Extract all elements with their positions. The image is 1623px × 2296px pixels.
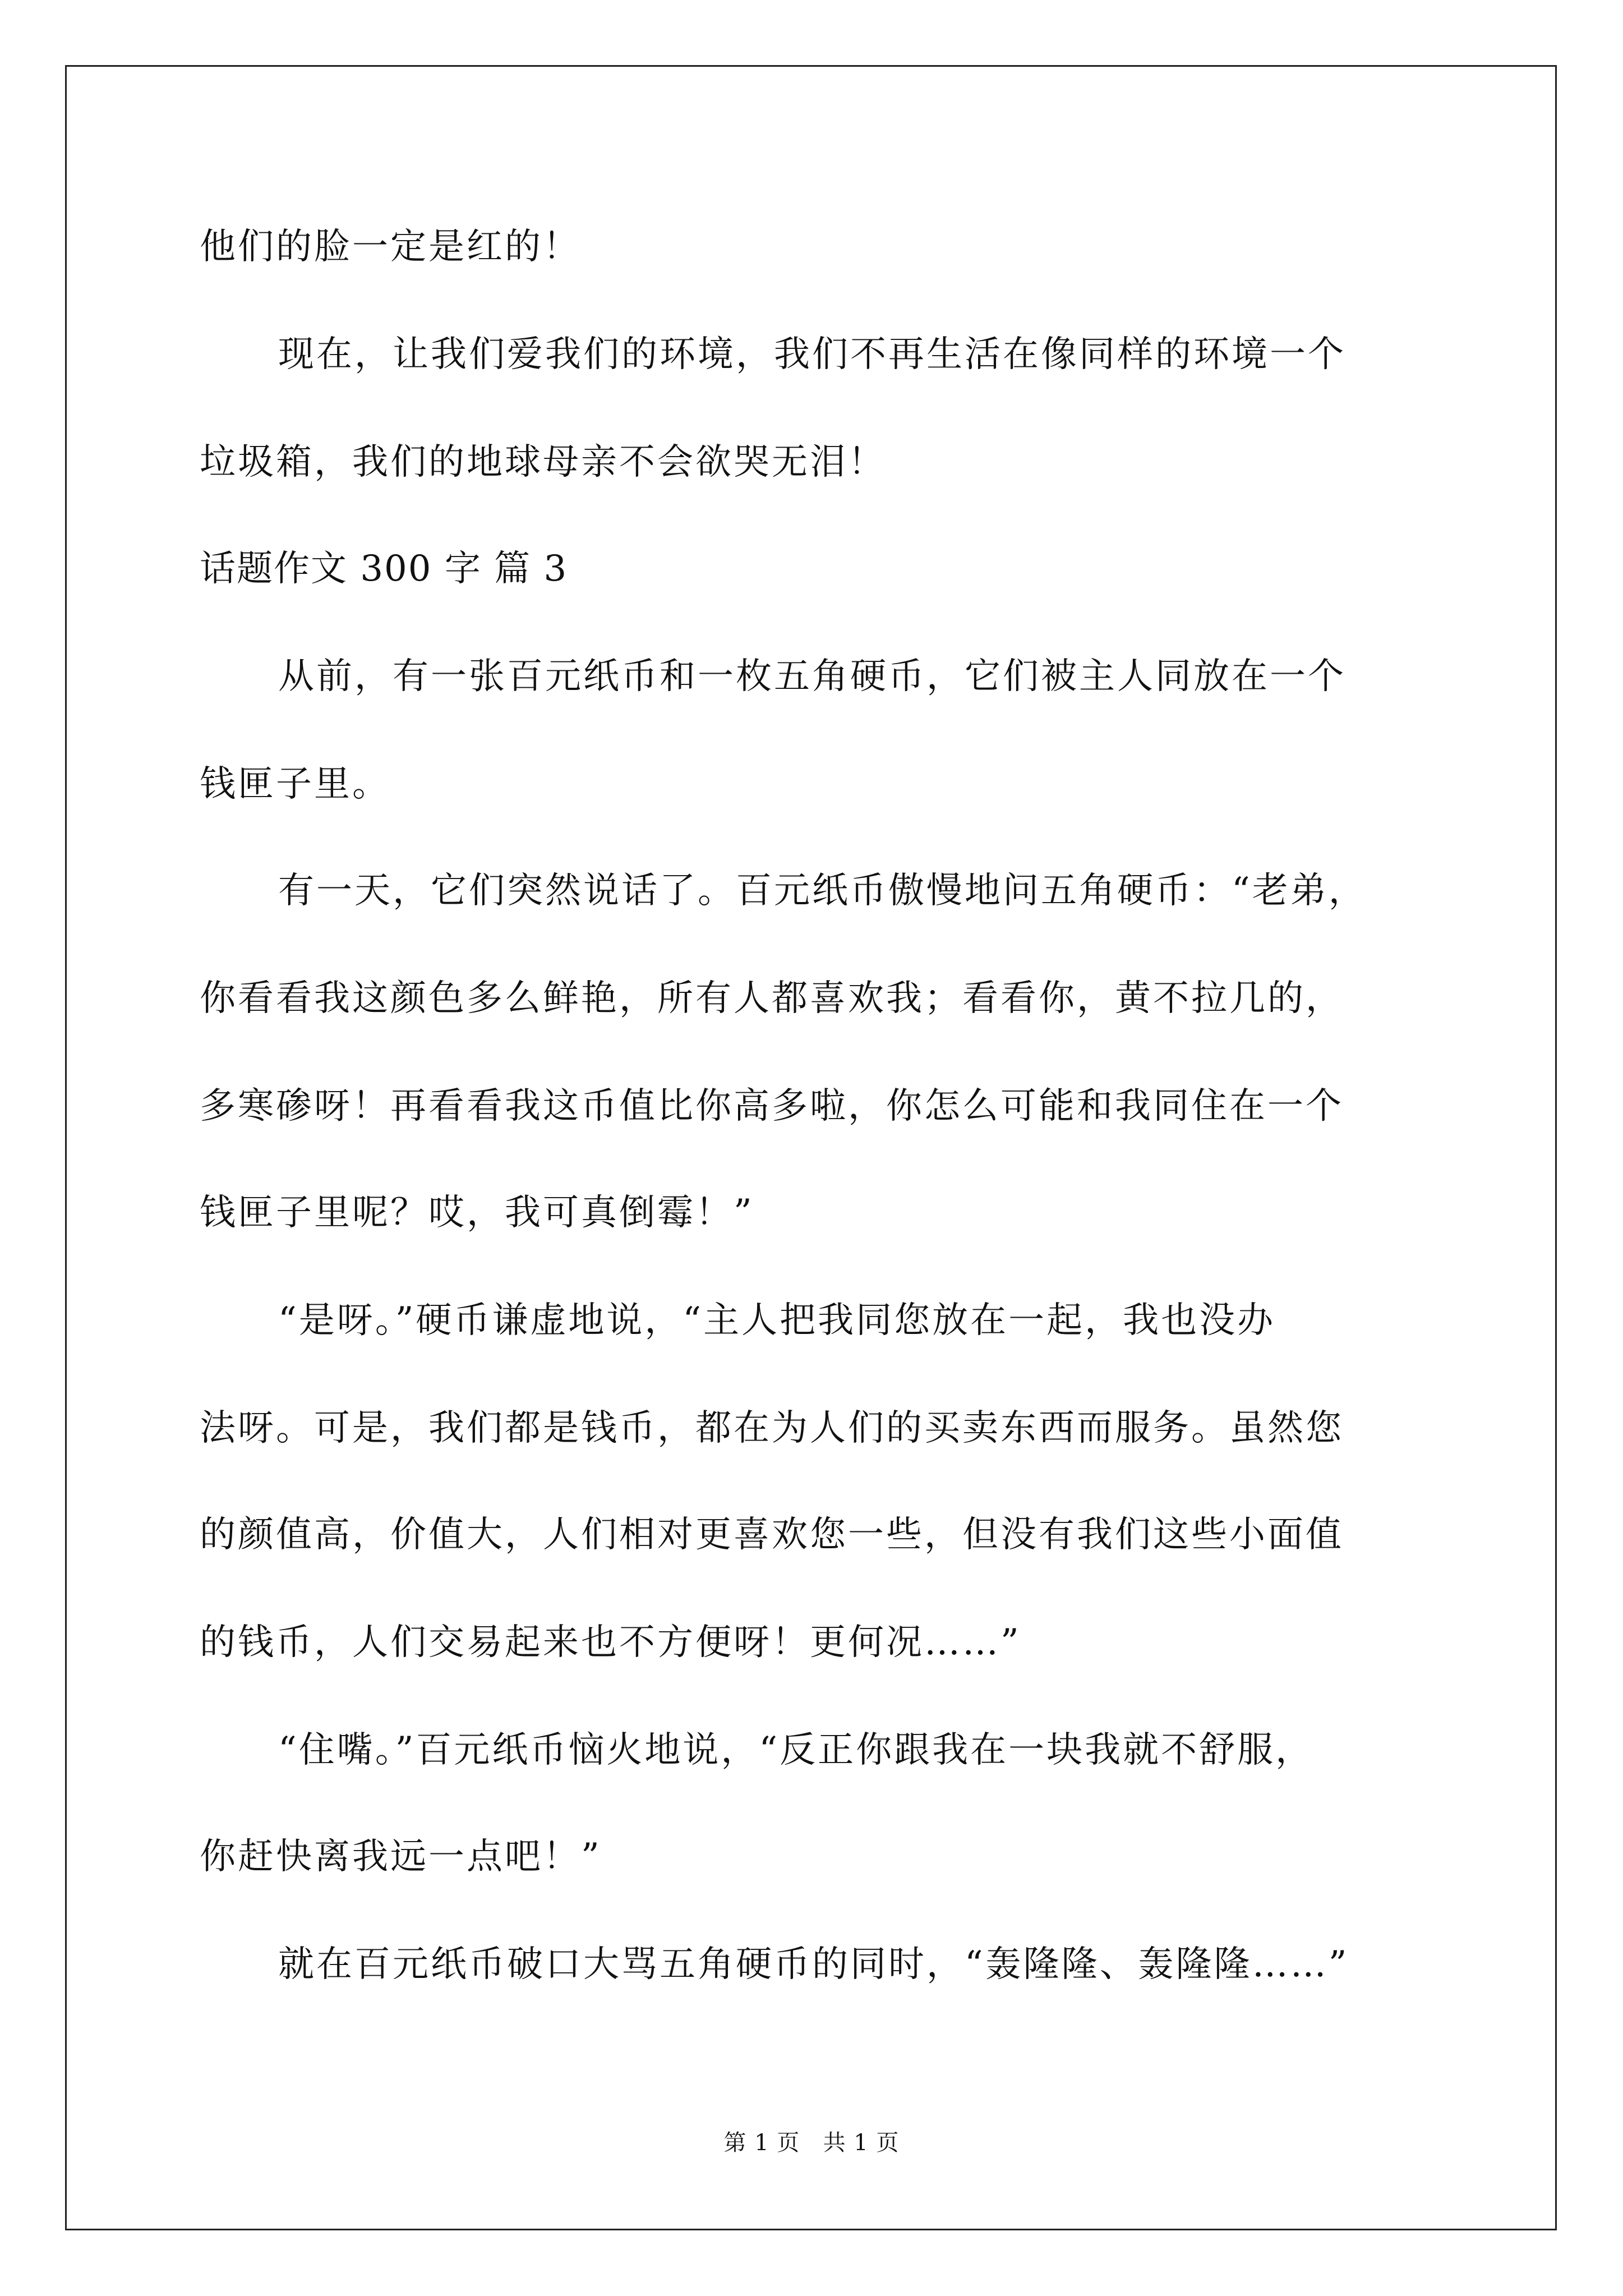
text-line: 钱匣子里呢？哎，我可真倒霉！” xyxy=(200,1192,754,1234)
text-line: 法呀。可是，我们都是钱币，都在为人们的买卖东西而服务。虽然您 xyxy=(200,1407,1344,1449)
text-line: 的颜值高，价值大，人们相对更喜欢您一些，但没有我们这些小面值 xyxy=(200,1514,1344,1556)
text-line: 钱匣子里。 xyxy=(200,763,390,805)
paragraph-line: “住嘴。”百元纸币恼火地说，“反正你跟我在一块我就不舒服， xyxy=(278,1729,1314,1771)
paragraph-line: 现在，让我们爱我们的环境，我们不再生活在像同样的环境一个 xyxy=(278,334,1346,375)
text-line: 他们的脸一定是红的！ xyxy=(200,226,581,268)
section-heading: 话题作文 300 字 篇 3 xyxy=(200,548,568,590)
paragraph-line: 就在百元纸币破口大骂五角硬币的同时，“轰隆隆、轰隆隆……” xyxy=(278,1944,1349,1985)
page-footer: 第 1 页 共 1 页 xyxy=(723,2130,900,2156)
text-line: 的钱币，人们交易起来也不方便呀！更何况……” xyxy=(200,1622,1021,1663)
paragraph-line: 有一天，它们突然说话了。百元纸币傲慢地问五角硬币：“老弟， xyxy=(278,870,1367,912)
paragraph-line: 从前，有一张百元纸币和一枚五角硬币，它们被主人同放在一个 xyxy=(278,656,1346,697)
text-line: 你看看我这颜色多么鲜艳，所有人都喜欢我；看看你，黄不拉几的， xyxy=(200,978,1344,1019)
text-line: 多寒碜呀！再看看我这币值比你高多啦，你怎么可能和我同住在一个 xyxy=(200,1085,1344,1127)
paragraph-line: “是呀。”硬币谦虚地说，“主人把我同您放在一起，我也没办 xyxy=(278,1300,1276,1341)
page-border xyxy=(65,65,1557,2230)
text-line: 垃圾箱，我们的地球母亲不会欲哭无泪！ xyxy=(200,441,886,483)
text-line: 你赶快离我远一点吧！” xyxy=(200,1836,602,1878)
